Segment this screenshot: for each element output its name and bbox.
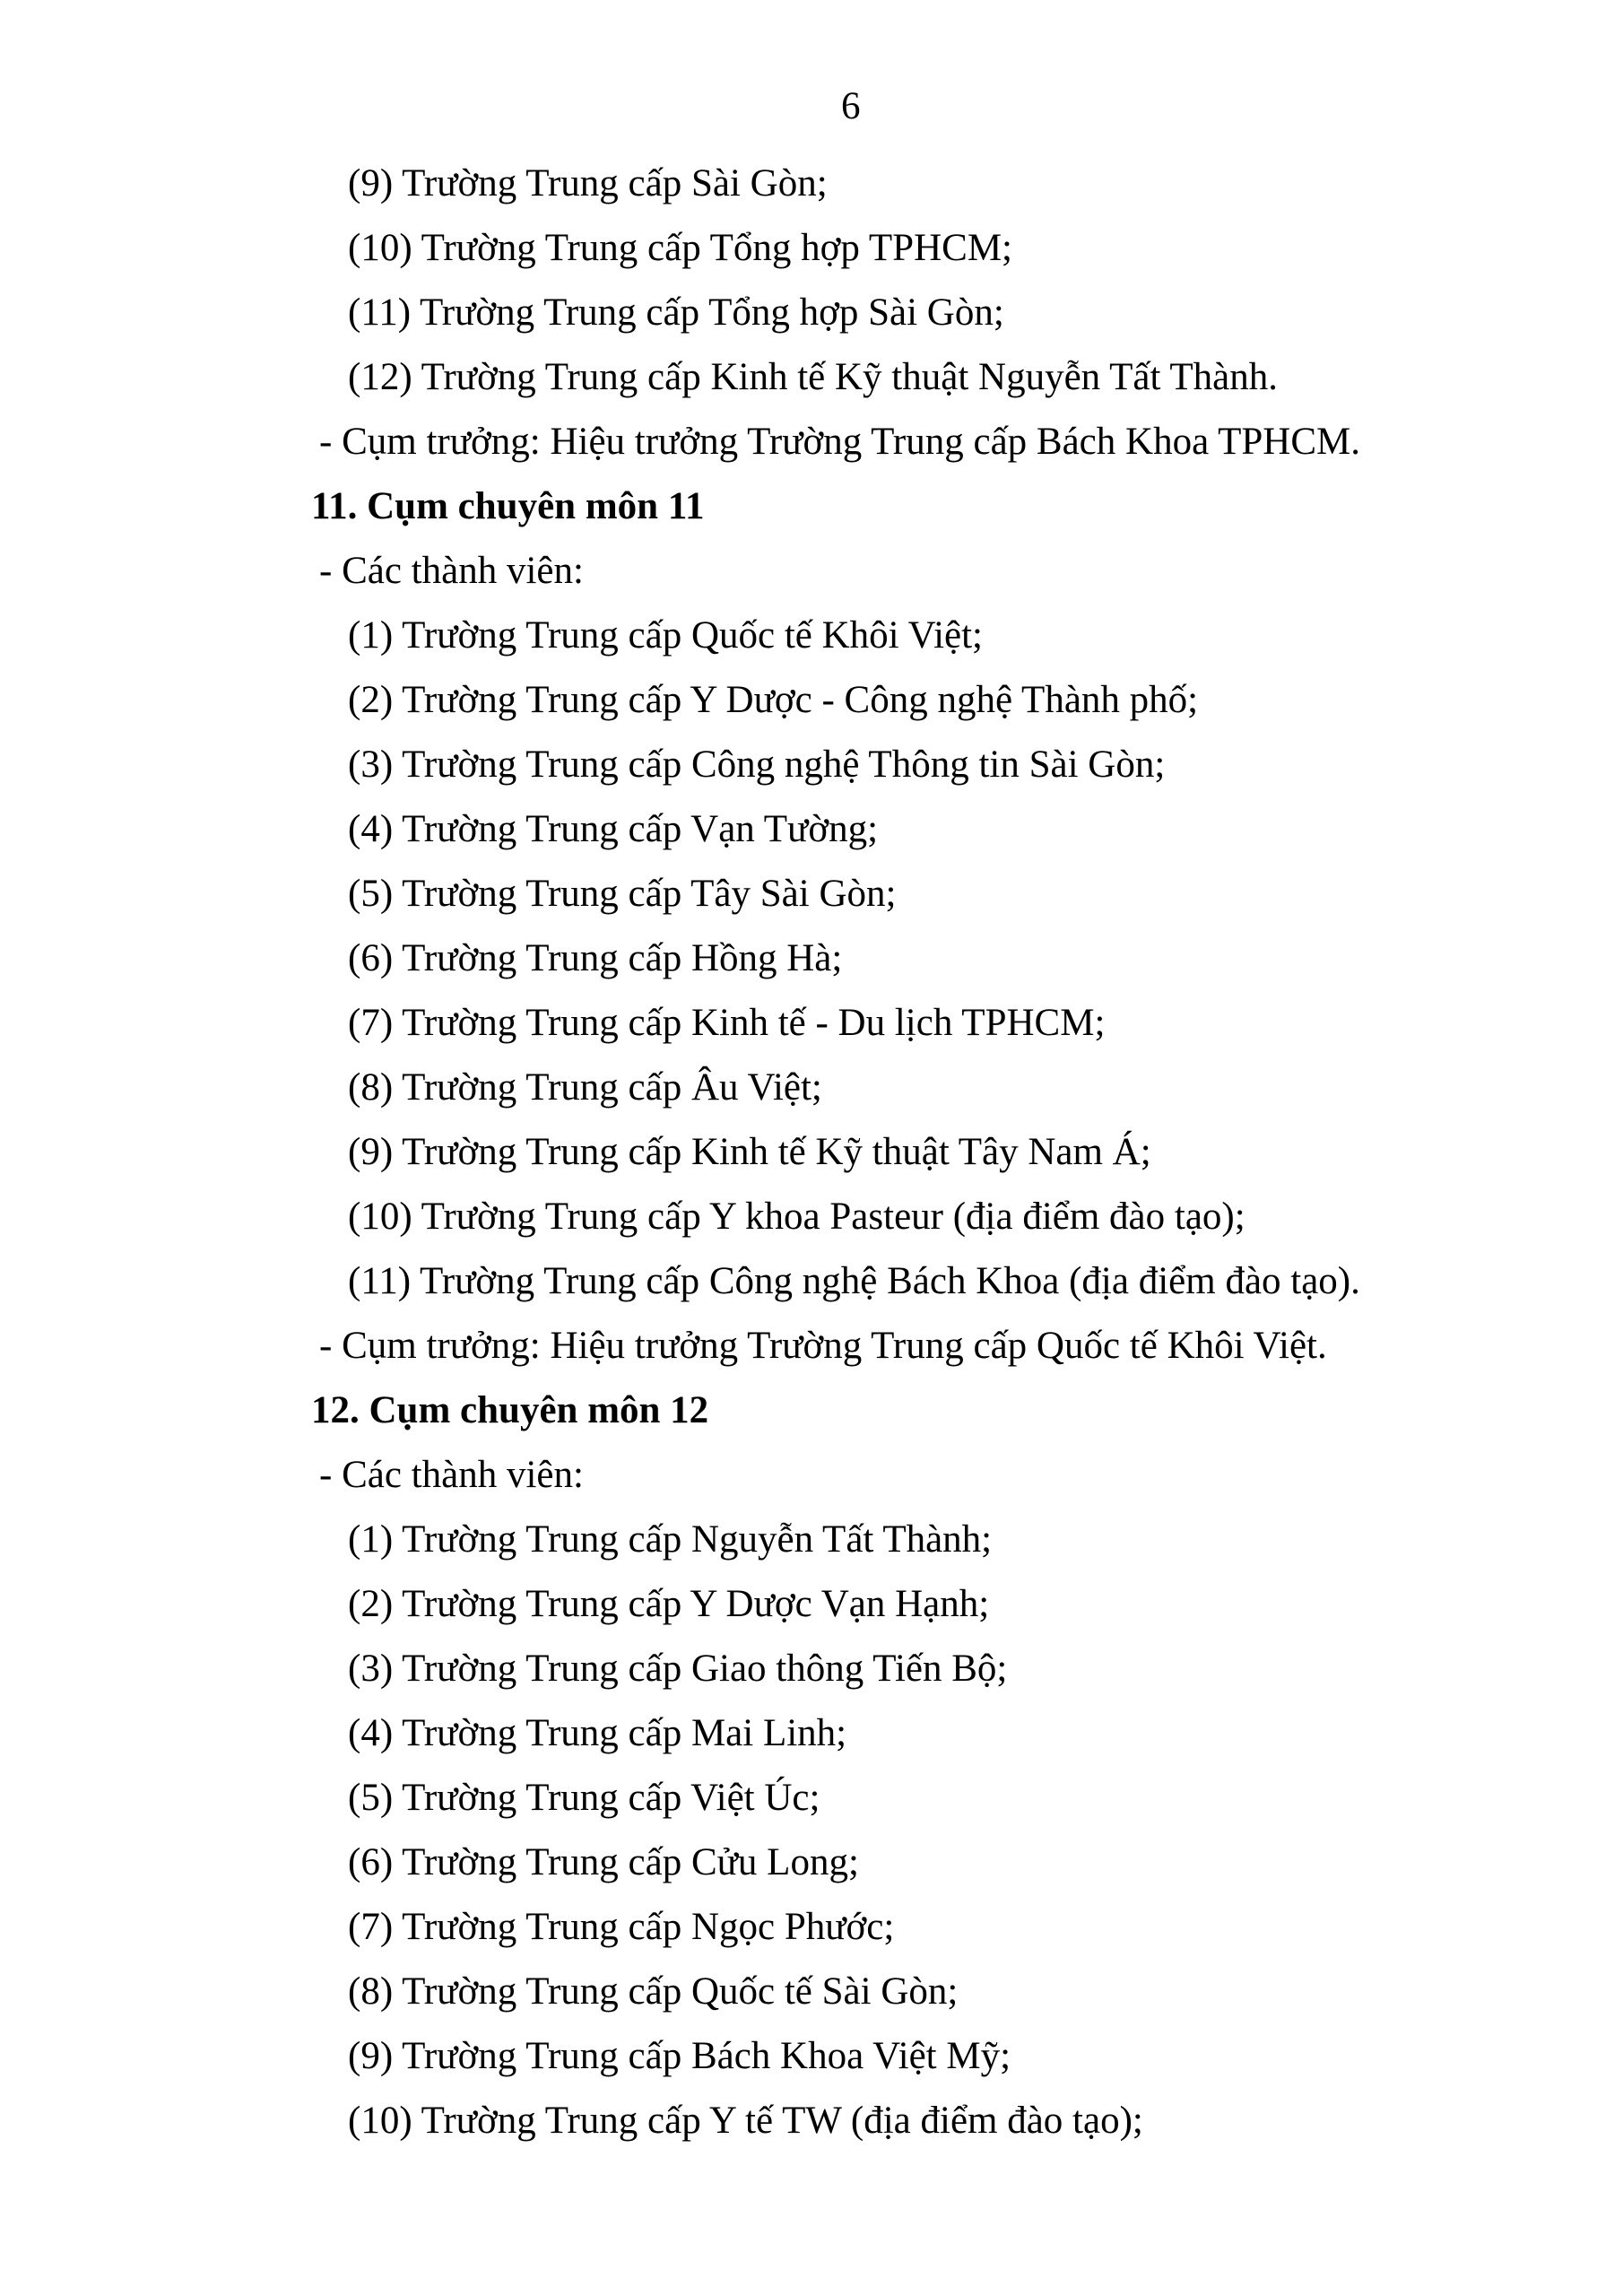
members-label: - Các thành viên: [319,1454,584,1496]
members-label: - Các thành viên: [319,550,584,592]
list-item: (11) Trường Trung cấp Công nghệ Bách Khoa (địa điểm đào tạo). [348,1260,1360,1302]
list-item: (5) Trường Trung cấp Việt Úc; [348,1777,820,1819]
list-item: (4) Trường Trung cấp Mai Linh; [348,1712,847,1754]
list-item: (9) Trường Trung cấp Kinh tế Kỹ thuật Tây Nam Á; [348,1131,1151,1173]
list-item: (6) Trường Trung cấp Hồng Hà; [348,937,843,979]
document-body [0,152,1623,2153]
cluster-leader-line: - Cụm trưởng: Hiệu trưởng Trường Trung cấp Quốc tế Khôi Việt. [319,1325,1327,1367]
list-item: (2) Trường Trung cấp Y Dược Vạn Hạnh; [348,1583,990,1625]
list-item: (7) Trường Trung cấp Kinh tế - Du lịch TPHCM; [348,1002,1106,1044]
section-heading-11: 11. Cụm chuyên môn 11 [311,485,705,527]
list-item: (10) Trường Trung cấp Tổng hợp TPHCM; [348,227,1012,269]
list-item: (5) Trường Trung cấp Tây Sài Gòn; [348,873,897,915]
list-item: (11) Trường Trung cấp Tổng hợp Sài Gòn; [348,291,1004,334]
list-item: (6) Trường Trung cấp Cửu Long; [348,1841,859,1883]
cluster-leader-line: - Cụm trưởng: Hiệu trưởng Trường Trung cấp Bách Khoa TPHCM. [319,421,1361,463]
section-heading-12: 12. Cụm chuyên môn 12 [311,1389,709,1431]
list-item: (3) Trường Trung cấp Công nghệ Thông tin Sài Gòn; [348,744,1166,786]
list-item: (10) Trường Trung cấp Y tế TW (địa điểm đào tạo); [348,2100,1143,2142]
list-item: (8) Trường Trung cấp Quốc tế Sài Gòn; [348,1970,959,2013]
list-item: (1) Trường Trung cấp Nguyễn Tất Thành; [348,1518,993,1561]
page-number: 6 [841,85,861,127]
list-item: (2) Trường Trung cấp Y Dược - Công nghệ Thành phố; [348,679,1199,721]
list-item: (7) Trường Trung cấp Ngọc Phước; [348,1906,895,1948]
list-item: (3) Trường Trung cấp Giao thông Tiến Bộ; [348,1648,1008,1690]
list-item: (10) Trường Trung cấp Y khoa Pasteur (địa điểm đào tạo); [348,1196,1245,1238]
list-item: (1) Trường Trung cấp Quốc tế Khôi Việt; [348,614,983,657]
list-item: (8) Trường Trung cấp Âu Việt; [348,1066,822,1109]
list-item: (9) Trường Trung cấp Sài Gòn; [348,162,828,204]
list-item: (12) Trường Trung cấp Kinh tế Kỹ thuật Nguyễn Tất Thành. [348,356,1278,398]
list-item: (9) Trường Trung cấp Bách Khoa Việt Mỹ; [348,2035,1011,2077]
list-item: (4) Trường Trung cấp Vạn Tường; [348,808,879,850]
